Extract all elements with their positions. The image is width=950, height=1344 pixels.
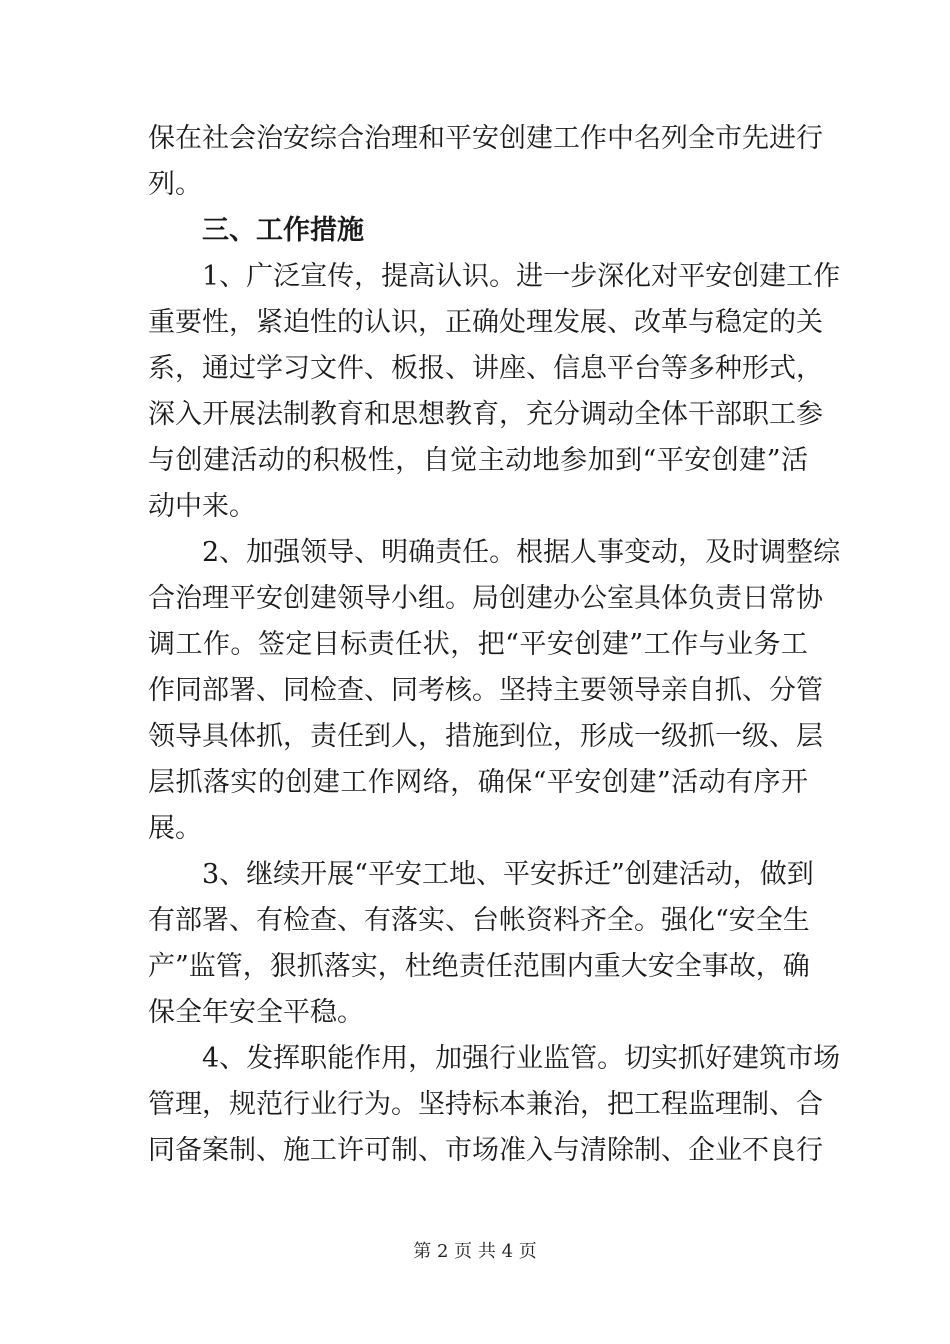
paragraph-2 xyxy=(148,530,841,852)
text-line: 管理，规范行业行为。坚持标本兼治，把工程监理制、合 xyxy=(148,1089,823,1120)
paragraph-4 xyxy=(148,1036,841,1174)
text-line: 领导具体抓，责任到人，措施到位，形成一级抓一级、层 xyxy=(148,721,823,752)
text-line: 与创建活动的积极性，自觉主动地参加到“平安创建”活 xyxy=(148,445,808,476)
text-line: 重要性，紧迫性的认识，正确处理发展、改革与稳定的关 xyxy=(148,307,823,338)
continuation-paragraph xyxy=(148,116,823,208)
text-line: 保全年安全平稳。 xyxy=(148,997,364,1028)
page-number-footer: 第 2 页 共 4 页 xyxy=(413,1241,537,1262)
text-line: 产”监管，狠抓落实，杜绝责任范围内重大安全事故，确 xyxy=(148,951,810,982)
paragraph-1 xyxy=(148,254,841,530)
text-line: 深入开展法制教育和思想教育，充分调动全体干部职工参 xyxy=(148,399,823,430)
text-line: 同备案制、施工许可制、市场准入与清除制、企业不良行 xyxy=(148,1135,823,1166)
text-line: 1、广泛宣传，提高认识。进一步深化对平安创建工作 xyxy=(202,261,841,292)
text-line: 系，通过学习文件、板报、讲座、信息平台等多种形式， xyxy=(148,353,823,384)
text-line: 3、继续开展“平安工地、平安拆迁”创建活动，做到 xyxy=(202,859,814,890)
text-line: 动中来。 xyxy=(148,491,256,522)
text-line: 4、发挥职能作用，加强行业监管。切实抓好建筑市场 xyxy=(202,1043,841,1074)
text-line: 列。 xyxy=(148,169,202,200)
paragraph-3 xyxy=(148,852,814,1036)
text-line: 2、加强领导、明确责任。根据人事变动，及时调整综 xyxy=(202,537,841,568)
text-line: 有部署、有检查、有落实、台帐资料齐全。强化“安全生 xyxy=(148,905,810,936)
document-body xyxy=(148,116,841,1174)
text-line: 合治理平安创建领导小组。局创建办公室具体负责日常协 xyxy=(148,583,823,614)
text-line: 作同部署、同检查、同考核。坚持主要领导亲自抓、分管 xyxy=(148,675,823,706)
text-line: 层抓落实的创建工作网络，确保“平安创建”活动有序开 xyxy=(148,767,808,798)
section-heading: 三、工作措施 xyxy=(202,215,364,246)
text-line: 展。 xyxy=(148,813,202,844)
text-line: 保在社会治安综合治理和平安创建工作中名列全市先进行 xyxy=(148,123,823,154)
text-line: 调工作。签定目标责任状，把“平安创建”工作与业务工 xyxy=(148,629,808,660)
